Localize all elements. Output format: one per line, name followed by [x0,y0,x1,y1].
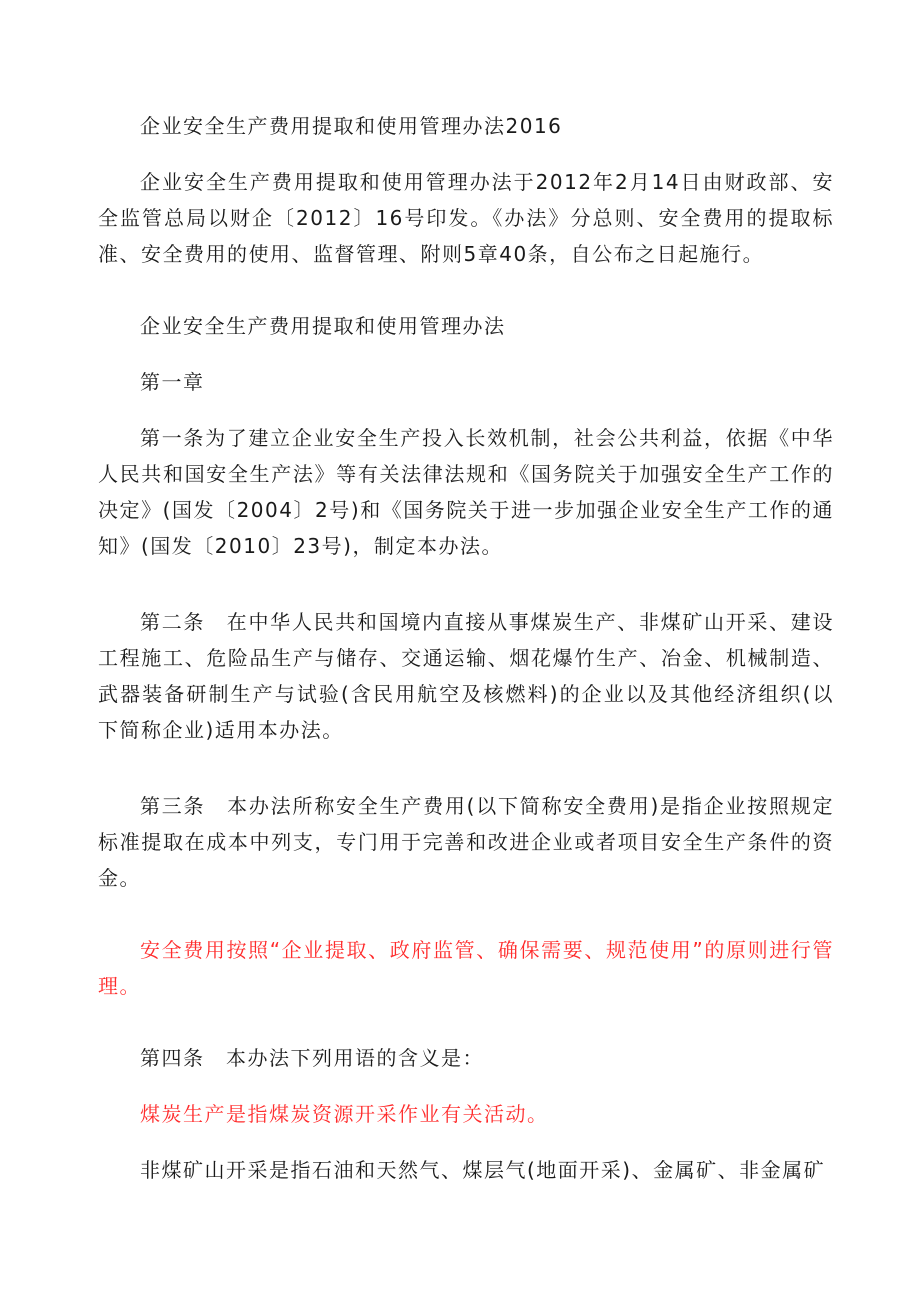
intro-paragraph: 企业安全生产费用提取和使用管理办法于2012年2月14日由财政部、安全监管总局以财企〔2012〕16号印发。《办法》分总则、安全费用的提取标准、安全费用的使用、监督管理、附则5章40条，自公布之日起施行。 [98,170,834,266]
document-title: 企业安全生产费用提取和使用管理办法2016 [140,114,563,138]
chapter-heading: 第一章 [140,370,205,394]
article-1: 第一条为了建立企业安全生产投入长效机制，社会公共利益，依据《中华人民共和国安全生产法》等有关法律法规和《国务院关于加强安全生产工作的决定》(国发〔2004〕2号)和《国务院关于进一步加强企业安全生产工作的通知》(国发〔2010〕23号)，制定本办法。 [98,426,834,558]
coal-definition: 煤炭生产是指煤炭资源开采作业有关活动。 [140,1102,549,1126]
non-coal-definition: 非煤矿山开采是指石油和天然气、煤层气(地面开采)、金属矿、非金属矿 [140,1158,826,1182]
document-subtitle: 企业安全生产费用提取和使用管理办法 [140,314,506,338]
article-2: 第二条 在中华人民共和国境内直接从事煤炭生产、非煤矿山开采、建设工程施工、危险品生产与储存、交通运输、烟花爆竹生产、冶金、机械制造、武器装备研制生产与试验(含民用航空及核燃料)的企业以及其他经济组织(以下简称企业)适用本办法。 [98,610,834,742]
principle-paragraph: 安全费用按照“企业提取、政府监管、确保需要、规范使用”的原则进行管理。 [98,938,834,998]
article-3: 第三条 本办法所称安全生产费用(以下简称安全费用)是指企业按照规定标准提取在成本中列支，专门用于完善和改进企业或者项目安全生产条件的资金。 [98,794,834,890]
article-4: 第四条 本办法下列用语的含义是： [140,1046,484,1070]
